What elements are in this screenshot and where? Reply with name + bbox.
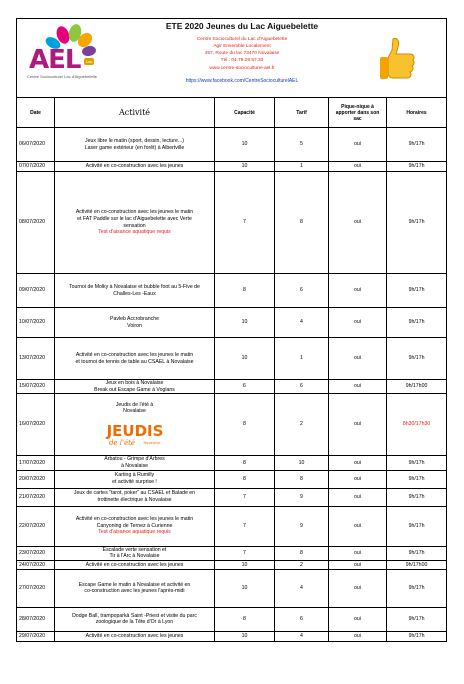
picnic-cell: oui <box>329 506 387 546</box>
activity-line: Jeudis de l'été à <box>115 401 154 408</box>
col-hours: Horaires <box>387 98 447 128</box>
col-picnic: Pique-nique à apporter dans son sac <box>329 98 387 128</box>
picnic-cell: oui <box>329 488 387 506</box>
jeudis-ete-logo <box>100 419 170 447</box>
activity-cell <box>55 162 215 172</box>
capacity-cell: 10 <box>215 560 275 569</box>
table-row <box>17 631 447 641</box>
table-row <box>17 506 447 546</box>
table-row <box>17 560 447 569</box>
hours-cell: 9h/17h <box>387 569 447 607</box>
date-cell: 09/07/2020 <box>17 274 55 308</box>
hours-cell: 9h/17h <box>387 162 447 172</box>
logo-wordmark: AEL <box>29 45 81 75</box>
picnic-cell: oui <box>329 470 387 488</box>
price-cell: 1 <box>275 162 329 172</box>
org-tagline: Agir Ensemble Localement <box>213 44 271 50</box>
activity-line: trottinette électrique à Novalaise <box>97 497 172 504</box>
price-cell: 4 <box>275 631 329 641</box>
activity-line: Escape Game le matin à Novalaise et activité en <box>78 581 191 588</box>
activity-line: et tournoi de tennis de table au CSAEL à Novalaise <box>75 358 194 365</box>
activity-cell <box>55 470 215 488</box>
date-cell: 22/07/2020 <box>17 506 55 546</box>
price-cell: 8 <box>275 546 329 560</box>
logo-subtitle: Centre Socioculturel Lac d'Aiguebelette <box>27 74 97 79</box>
price-cell: 1 <box>275 338 329 380</box>
date-cell: 23/07/2020 <box>17 546 55 560</box>
column-header-row <box>17 98 447 128</box>
price-cell: 5 <box>275 128 329 162</box>
activity-note: Test d'aisance aquatique requis <box>98 529 171 536</box>
hours-cell: 9h/17h <box>387 456 447 470</box>
capacity-cell: 8 <box>215 470 275 488</box>
activity-line: à Novalaise <box>120 462 149 469</box>
activity-line: zoologique de la Tête d'Or à Lyon <box>95 619 174 626</box>
activity-line: Activité en co-construction avec les jeunes <box>85 561 184 568</box>
activity-cell <box>55 456 215 470</box>
table-row <box>17 488 447 506</box>
price-cell: 6 <box>275 380 329 394</box>
hours-cell: 9h/17h <box>387 506 447 546</box>
activity-line: Break out Escape Game à Voglans <box>94 386 175 393</box>
activity-cell <box>55 560 215 569</box>
date-cell: 08/07/2020 <box>17 172 55 274</box>
thumbs-up-icon <box>379 35 419 83</box>
table-row <box>17 162 447 172</box>
capacity-cell: 8 <box>215 274 275 308</box>
activity-cell <box>55 506 215 546</box>
price-cell: 6 <box>275 274 329 308</box>
activity-cell <box>55 308 215 338</box>
activity-line: Arbatou - Grimpe d'Arbres <box>104 456 165 463</box>
date-cell: 24/07/2020 <box>17 560 55 569</box>
activity-line: Canyoning de Ternez à Curienne <box>96 522 173 529</box>
activity-line: Dodge Ball, trampoparkà Saint -Priest et visite du parc <box>72 612 197 619</box>
activity-cell <box>55 607 215 631</box>
header-text <box>127 21 357 84</box>
date-cell: 06/07/2020 <box>17 128 55 162</box>
activity-line: Activité en co-construction avec les jeunes <box>85 163 184 170</box>
activity-line: Tournoi de Molky à Novalaise et bubble foot au 5-Five de <box>69 283 200 290</box>
hours-cell: 9h/17h <box>387 308 447 338</box>
picnic-cell: oui <box>329 560 387 569</box>
price-cell: 9 <box>275 488 329 506</box>
capacity-cell: 8 <box>215 607 275 631</box>
hours-cell: 9h/17h00 <box>387 380 447 394</box>
picnic-cell: oui <box>329 631 387 641</box>
table-row <box>17 380 447 394</box>
jeudis-title: JEUDIS <box>106 421 163 440</box>
table-row <box>17 338 447 380</box>
activity-line: Jeux libre le matin (sport, dessin, lecture...) <box>85 137 184 144</box>
activity-line: Novalaise <box>123 408 146 415</box>
activity-line: Escalade verte sensation et <box>102 546 167 553</box>
activity-cell <box>55 569 215 607</box>
table-row <box>17 172 447 274</box>
picnic-cell: oui <box>329 338 387 380</box>
col-capacity: Capacité <box>215 98 275 128</box>
col-price: Tarif <box>275 98 329 128</box>
price-cell: 4 <box>275 569 329 607</box>
hours-cell: 9h/17h <box>387 338 447 380</box>
table-row <box>17 128 447 162</box>
picnic-cell: oui <box>329 607 387 631</box>
picnic-cell: oui <box>329 308 387 338</box>
hours-cell: 9h/17h <box>387 488 447 506</box>
activity-line: Tir à l'Arc à Novalaise <box>109 553 160 560</box>
activity-line: et activité surprise ! <box>112 479 157 486</box>
date-cell: 15/07/2020 <box>17 380 55 394</box>
activity-note: Test d'aisance aquatique requis <box>98 229 171 236</box>
table-row <box>17 569 447 607</box>
activity-cell <box>55 274 215 308</box>
org-name: Centre Socioculturel du Lac d'Aiguebelette <box>196 36 288 42</box>
org-address: 457, Route du lac 73470 Novalaise <box>204 51 280 57</box>
hours-cell: 9h/17h <box>387 607 447 631</box>
schedule-table <box>16 18 447 642</box>
capacity-cell: 10 <box>215 308 275 338</box>
picnic-cell: oui <box>329 569 387 607</box>
activity-line: Jeux de cartes "tarot, poker" au CSAEL et Balade en <box>73 490 196 497</box>
date-cell: 16/07/2020 <box>17 394 55 456</box>
logo-badge: Lac <box>86 59 93 64</box>
facebook-link[interactable]: https://www.facebook.com/CentreSocioculturelAEL <box>185 77 299 84</box>
price-cell: 10 <box>275 456 329 470</box>
table-row <box>17 394 447 456</box>
picnic-cell: oui <box>329 172 387 274</box>
price-cell: 2 <box>275 394 329 456</box>
price-cell: 8 <box>275 470 329 488</box>
hours-cell: 9h/17h <box>387 470 447 488</box>
capacity-cell: 10 <box>215 631 275 641</box>
activity-cell <box>55 546 215 560</box>
activity-line: et FAT Paddle sur le lac d'Aiguebelette avec Verte <box>77 215 192 222</box>
price-cell: 8 <box>275 172 329 274</box>
activity-cell <box>55 394 215 456</box>
capacity-cell: 7 <box>215 172 275 274</box>
date-cell: 27/07/2020 <box>17 569 55 607</box>
capacity-cell: 8 <box>215 456 275 470</box>
capacity-cell: 8 <box>215 394 275 456</box>
activity-line: Activité en co-construction avec les jeunes le matin <box>75 351 194 358</box>
jeudis-subtitle: de l'été <box>108 438 135 447</box>
header-row <box>17 19 447 98</box>
org-website[interactable]: www.centre-socioculturel-ael.fr <box>209 65 275 71</box>
activity-line: Jeux en bois à Novalaise <box>105 380 164 386</box>
table-row <box>17 274 447 308</box>
activity-cell <box>55 172 215 274</box>
activity-line: Activité en co-construction avec les jeunes le matin <box>75 516 194 523</box>
capacity-cell: 10 <box>215 338 275 380</box>
activity-line: Activité en co-construction avec les jeunes <box>85 633 184 640</box>
date-cell: 17/07/2020 <box>17 456 55 470</box>
date-cell: 21/07/2020 <box>17 488 55 506</box>
date-cell: 20/07/2020 <box>17 470 55 488</box>
activity-line: co-construction avec les jeunes l'après-midi <box>84 588 185 595</box>
price-cell: 4 <box>275 308 329 338</box>
activity-line: Laser game extérieur (en forêt) à Albertville <box>84 144 185 151</box>
capacity-cell: 7 <box>215 546 275 560</box>
activity-line: Karting à Rumilly <box>114 472 155 479</box>
date-cell: 07/07/2020 <box>17 162 55 172</box>
picnic-cell: oui <box>329 162 387 172</box>
activity-line: Challes-Les -Eaux <box>113 290 156 297</box>
hours-cell: 8h30/17h30 <box>387 394 447 456</box>
price-cell: 6 <box>275 607 329 631</box>
hours-cell: 9h/17h <box>387 274 447 308</box>
capacity-cell: 10 <box>215 128 275 162</box>
activity-cell <box>55 128 215 162</box>
table-row <box>17 456 447 470</box>
activity-line: Pavleb Accrobranche <box>109 315 160 322</box>
price-cell: 2 <box>275 560 329 569</box>
picnic-cell: oui <box>329 394 387 456</box>
capacity-cell: 10 <box>215 162 275 172</box>
org-phone: Tél : 04.79.28.57.33 <box>220 58 264 64</box>
date-cell: 29/07/2020 <box>17 631 55 641</box>
activity-cell <box>55 338 215 380</box>
capacity-cell: 7 <box>215 488 275 506</box>
activity-cell <box>55 631 215 641</box>
col-activity: Activité <box>55 98 215 128</box>
col-date: Date <box>17 98 55 128</box>
hours-cell: 9h/17h <box>387 546 447 560</box>
page-title: ETE 2020 Jeunes du Lac Aiguebelette <box>165 21 319 31</box>
activity-cell <box>55 380 215 394</box>
table-row <box>17 308 447 338</box>
table-row <box>17 470 447 488</box>
hours-cell: 9h/17h <box>387 172 447 274</box>
picnic-cell: oui <box>329 128 387 162</box>
activity-line: Activité en co-construction avec les jeunes le matin <box>75 209 194 216</box>
hours-cell: 9h/17h00 <box>387 560 447 569</box>
hours-cell: 9h/17h <box>387 631 447 641</box>
capacity-cell: 7 <box>215 506 275 546</box>
hours-cell: 9h/17h <box>387 128 447 162</box>
picnic-cell: oui <box>329 456 387 470</box>
price-cell: 9 <box>275 506 329 546</box>
table-row <box>17 607 447 631</box>
picnic-cell: oui <box>329 546 387 560</box>
date-cell: 13/07/2020 <box>17 338 55 380</box>
date-cell: 28/07/2020 <box>17 607 55 631</box>
activity-line: sensation <box>123 222 146 229</box>
picnic-cell: oui <box>329 380 387 394</box>
date-cell: 10/07/2020 <box>17 308 55 338</box>
header-band <box>17 19 447 98</box>
picnic-cell: oui <box>329 274 387 308</box>
table-row <box>17 546 447 560</box>
activity-line: Voiron <box>127 322 142 329</box>
ael-logo-icon <box>23 23 113 93</box>
activity-cell <box>55 488 215 506</box>
jeudis-tag: Novalaise <box>142 440 161 445</box>
capacity-cell: 10 <box>215 569 275 607</box>
capacity-cell: 6 <box>215 380 275 394</box>
